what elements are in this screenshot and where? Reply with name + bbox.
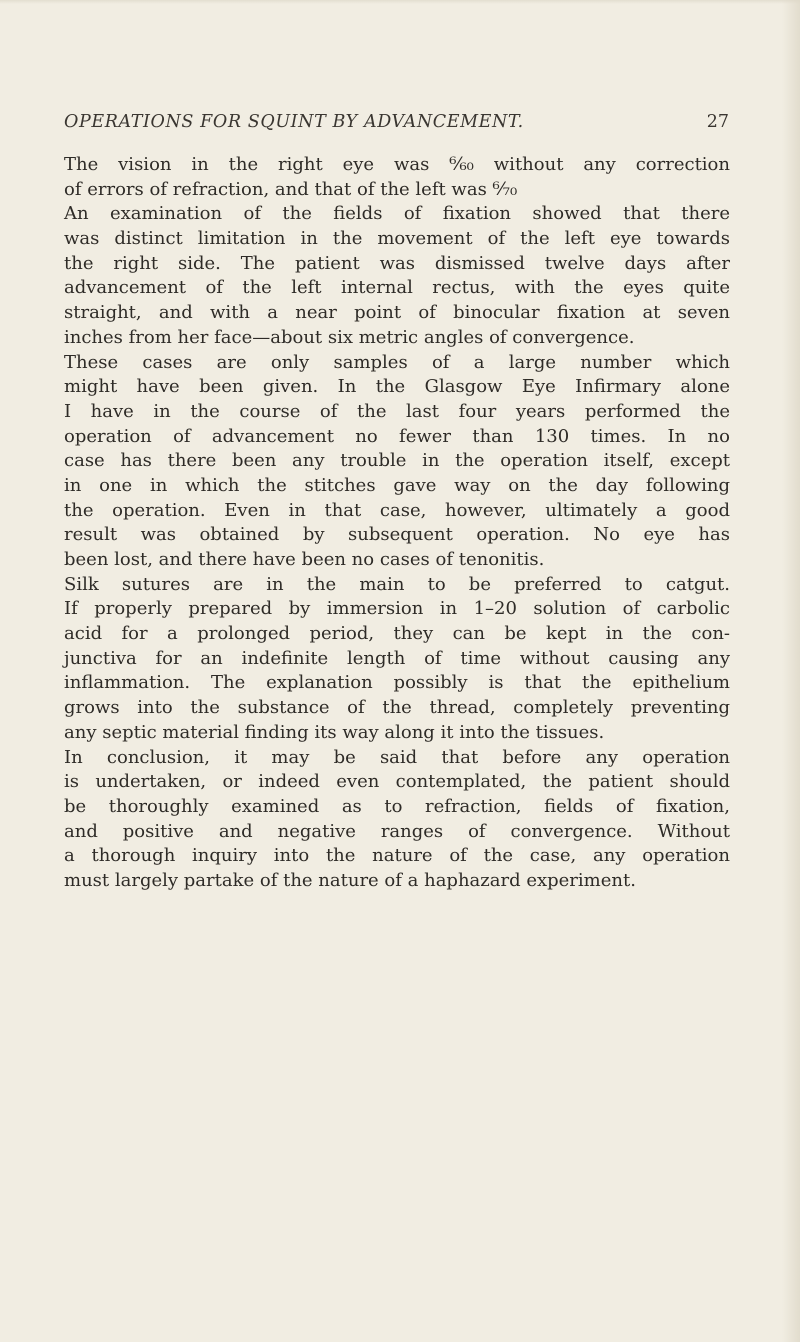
text-line: inflammation. The explanation possibly is that the epithelium bbox=[64, 672, 730, 694]
text-line: inches from her face—about six metric angles of convergence. bbox=[64, 326, 635, 348]
text-line: and positive and negative ranges of convergence. Without bbox=[64, 820, 730, 842]
text-line: result was obtained by subsequent operation. No eye has bbox=[64, 524, 730, 546]
page-header bbox=[64, 112, 729, 138]
text-line: of errors of refraction, and that of the left was ⁶⁄₇₀ bbox=[64, 178, 518, 200]
text-line: grows into the substance of the thread, completely preventing bbox=[64, 697, 730, 719]
text-line: operation of advancement no fewer than 130 times. In no bbox=[64, 425, 730, 447]
text-line: An examination of the fields of fixation showed that there bbox=[64, 203, 730, 225]
text-line: in one in which the stitches gave way on the day following bbox=[64, 474, 730, 496]
text-line: was distinct limitation in the movement of the left eye towards bbox=[64, 228, 730, 250]
text-line: a thorough inquiry into the nature of the case, any operation bbox=[64, 845, 730, 867]
page-number: 27 bbox=[706, 112, 729, 132]
text-line: In conclusion, it may be said that before any operation bbox=[64, 746, 730, 768]
text-line: the right side. The patient was dismissed twelve days after bbox=[64, 252, 730, 274]
text-line: If properly prepared by immersion in 1–20 solution of carbolic bbox=[64, 598, 730, 620]
text-line: must largely partake of the nature of a haphazard experiment. bbox=[64, 869, 636, 891]
text-line: is undertaken, or indeed even contemplated, the patient should bbox=[64, 771, 730, 793]
running-title: OPERATIONS FOR SQUINT BY ADVANCEMENT. bbox=[64, 112, 524, 132]
right-edge-shadow bbox=[782, 0, 800, 1342]
text-line: Silk sutures are in the main to be preferred to catgut. bbox=[64, 573, 730, 595]
text-line: advancement of the left internal rectus, with the eyes quite bbox=[64, 277, 730, 299]
text-line: might have been given. In the Glasgow Eye Infirmary alone bbox=[64, 376, 730, 398]
text-line: junctiva for an indefinite length of time without causing any bbox=[64, 647, 730, 669]
body-text bbox=[64, 153, 730, 894]
text-line: The vision in the right eye was ⁶⁄₆₀ without any correction bbox=[64, 154, 730, 175]
text-line: be thoroughly examined as to refraction, fields of fixation, bbox=[64, 795, 730, 817]
text-line: the operation. Even in that case, however, ultimately a good bbox=[64, 499, 730, 521]
text-line: These cases are only samples of a large number which bbox=[64, 351, 730, 373]
text-line: any septic material finding its way along it into the tissues. bbox=[64, 721, 605, 743]
text-line: straight, and with a near point of binocular fixation at seven bbox=[64, 302, 730, 324]
text-line: case has there been any trouble in the operation itself, except bbox=[64, 450, 730, 472]
text-line: been lost, and there have been no cases of tenonitis. bbox=[64, 549, 545, 570]
text-line: acid for a prolonged period, they can be kept in the con- bbox=[64, 623, 730, 645]
top-edge-shadow bbox=[0, 0, 800, 4]
text-line: I have in the course of the last four years performed the bbox=[64, 400, 730, 422]
